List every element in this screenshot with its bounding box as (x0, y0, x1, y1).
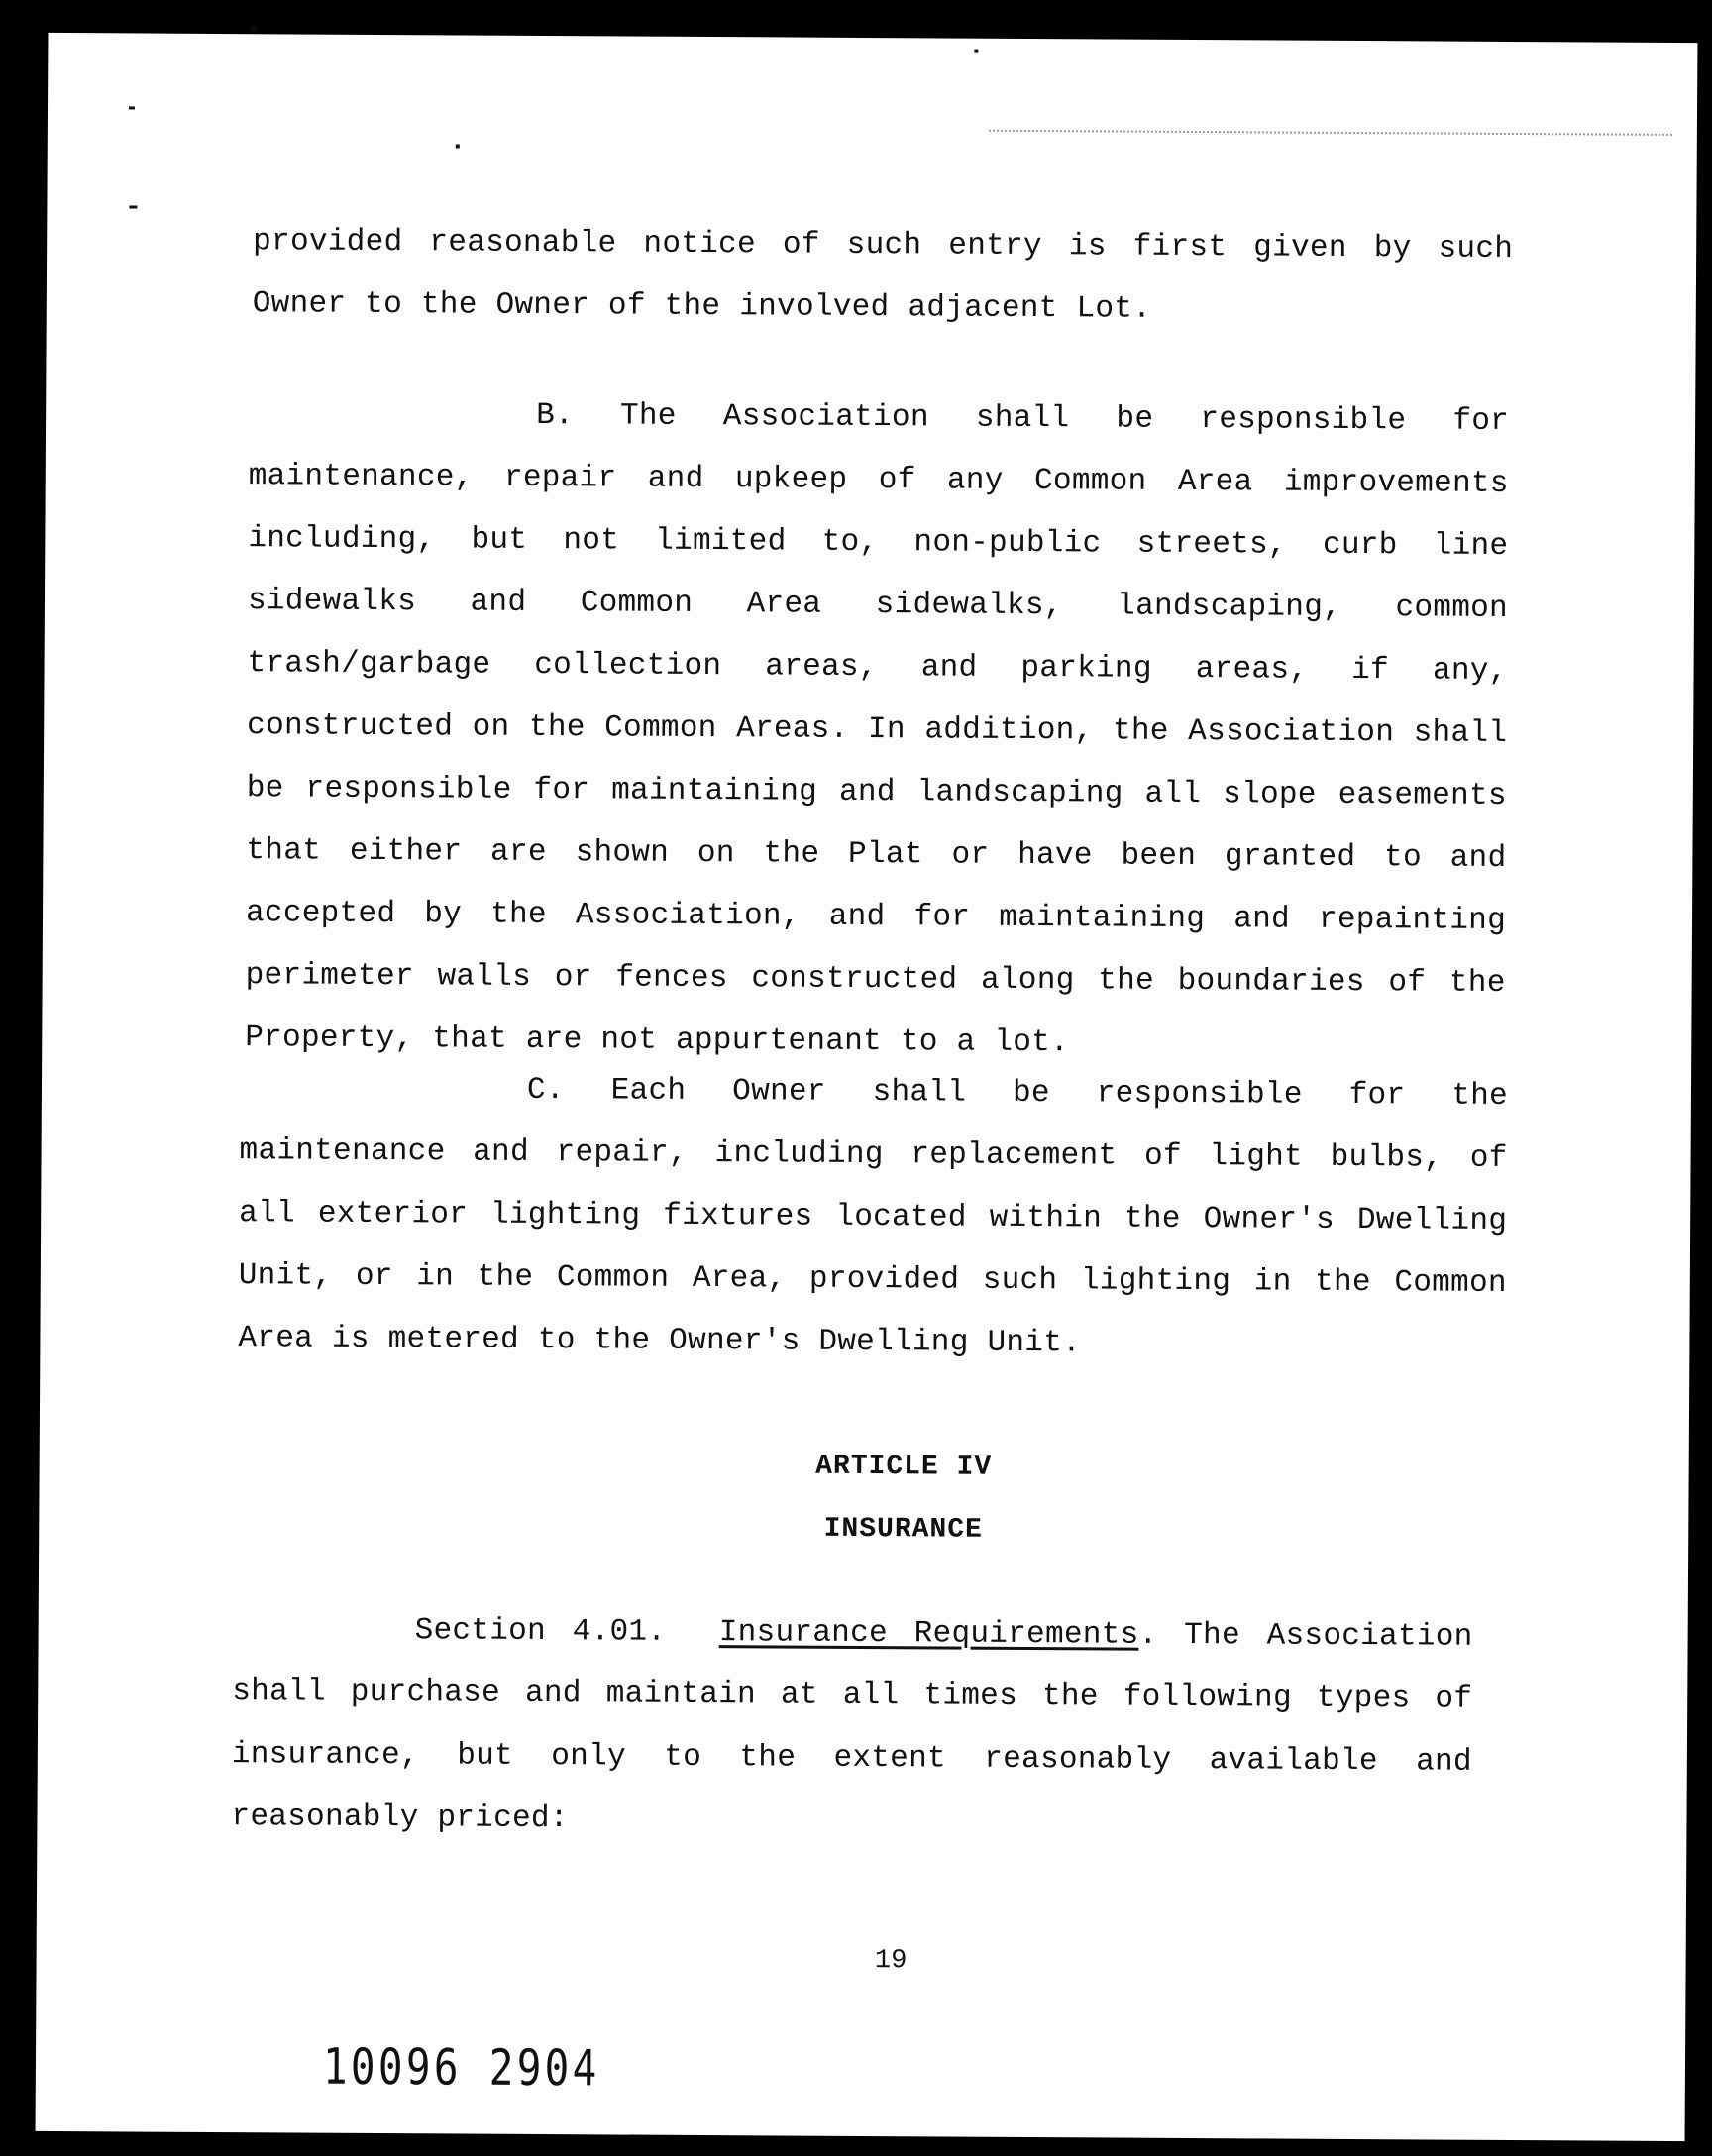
scan-speck (129, 205, 137, 208)
scan-speck (251, 26, 256, 31)
paragraph-continuation: provided reasonable notice of such entry is first given by such Owner to the Owner of the involved adjacent Lot. (252, 224, 1514, 327)
scan-speck (456, 144, 460, 148)
article-number-heading: ARTICLE IV (815, 1451, 993, 1483)
article-title-heading: INSURANCE (823, 1513, 983, 1546)
document-number: 10096 2904 (322, 2037, 600, 2098)
page-number: 19 (874, 1946, 908, 1977)
section-label: Section 4.01. (414, 1613, 667, 1650)
section-body: . The Association shall purchase and maintain at all times the following types of insurance, but only to the extent reasonably available and reasonably priced: (231, 1617, 1473, 1837)
paragraph-section-c: C. Each Owner shall be responsible for the maintenance and repair, including replacement of light bulbs, of all exterior lighting fixtures located within the Owner's Dwelling Unit, or in the Common Area, provided such lighting in the Common Area is metered to the Owner's Dwelling Unit. (238, 1072, 1509, 1361)
paragraph-section-b: B. The Association shall be responsible for maintenance, repair and upkeep of any Common Area improvements including, but not limited to, non-public streets, curb line sidewalks and Common Area sidewalks, landscaping, common trash/garbage collection areas, and parking areas, if any, constructed on the Common Areas. In addition, the Association shall be responsible for maintaining and landscaping all slope easements that either are shown on the Plat or have been granted to and accepted by the Association, and for maintaining and repainting perimeter walls or fences constructed along the boundaries of the Property, that are not appurtenant to a lot. (245, 397, 1510, 1061)
scan-speck (974, 50, 978, 53)
document-page (36, 33, 1698, 2141)
section-heading: Insurance Requirements (718, 1615, 1139, 1653)
scan-artifact-line (989, 130, 1672, 136)
scan-speck (129, 106, 135, 109)
paragraph-section-4-01 (231, 1598, 1473, 1856)
